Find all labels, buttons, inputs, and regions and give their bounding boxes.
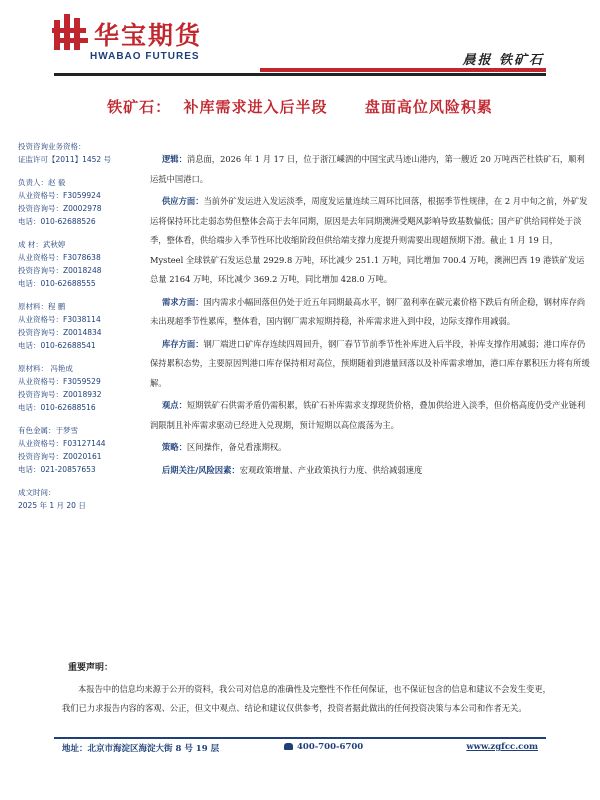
report-date: 2025 年 1 月 20 日 — [18, 501, 86, 510]
paragraph-lead: 需求方面： — [162, 296, 204, 307]
logo-text-cn: 华宝期货 — [94, 21, 203, 50]
paragraph-text: 宏观政策增量、产业政策执行力度、供给减弱速度 — [239, 464, 423, 475]
paragraph-lead: 策略： — [162, 442, 187, 452]
paragraph-supply — [150, 192, 590, 290]
analyst-cert: 从业资格号：F3078638 — [18, 253, 101, 262]
analyst-role: 成 材：武秋婷 — [18, 240, 66, 249]
analyst-tel: 电话：010-62688555 — [18, 279, 96, 288]
paragraph-lead: 后期关注/风险因素： — [162, 464, 240, 475]
analyst-block — [18, 362, 143, 414]
paragraph-text: 钢厂端进口矿库存连续四周回升，钢厂春节节前季节性补库进入后半段，补库支撑作用减弱；港口库存仍保持累积态势，主要原因判港口库存保持相对高位，预期随着到港量回落以及补库需求增加，港口库存累积压力将有所缓解。 — [150, 338, 590, 388]
analyst-invest: 投资咨询号：Z0018248 — [18, 266, 102, 275]
footer-address: 地址：北京市海淀区海淀大街 8 号 19 层 — [62, 744, 220, 754]
analyst-block — [18, 300, 143, 352]
analyst-sidebar — [18, 140, 143, 522]
paragraph-view — [150, 396, 590, 435]
license-label: 投资咨询业务资格： — [18, 142, 86, 151]
paragraph-lead: 供应方面： — [162, 196, 204, 206]
analyst-role: 原材料：程 鹏 — [18, 302, 66, 311]
analyst-tel: 电话：010-62688526 — [18, 217, 96, 226]
analyst-cert: 从业资格号：F3059924 — [18, 191, 101, 200]
report-tag: 晨报 铁矿石 — [462, 53, 544, 68]
analyst-role: 原材料： 冯艳成 — [18, 364, 73, 373]
analyst-tel: 电话：010-62688516 — [18, 403, 96, 412]
paragraph-inventory — [150, 335, 590, 394]
company-logo-icon — [52, 14, 88, 52]
analyst-invest: 投资咨询号：Z0014834 — [18, 328, 102, 337]
analyst-block — [18, 238, 143, 290]
footer-phone — [284, 742, 363, 752]
header-rule-black — [54, 73, 546, 76]
paragraph-demand — [150, 293, 590, 332]
page-title: 铁矿石： 补库需求进入后半段 盘面高位风险积累 — [107, 98, 493, 116]
license-number: 证监许可【2011】1452 号 — [18, 155, 112, 164]
analyst-cert: 从业资格号：F03127144 — [18, 439, 106, 448]
paragraph-text: 区间操作，备兑看涨期权。 — [186, 442, 287, 452]
analyst-invest: 投资咨询号：Z0018932 — [18, 390, 102, 399]
paragraph-logic — [150, 150, 590, 189]
footer-phone-number: 400-700-6700 — [297, 742, 364, 752]
footer-website-link[interactable]: www.zgfcc.com — [466, 742, 538, 752]
analyst-cert: 从业资格号：F3038114 — [18, 315, 101, 324]
header-rule-red — [260, 68, 546, 72]
analyst-block — [18, 176, 143, 228]
analyst-tel: 电话：021-20857653 — [18, 465, 96, 474]
phone-icon — [284, 743, 293, 750]
paragraph-text: 消息面，2026 年 1 月 17 日，位于浙江嵊泗的中国宝武马迹山港内，第一艘近 20 万吨西芒杜铁矿石，顺利运抵中国港口。 — [150, 154, 585, 184]
disclaimer-text — [62, 680, 552, 717]
analyst-role: 有色金属：于梦雪 — [18, 426, 78, 435]
paragraph-text: 短期铁矿石供需矛盾仍需积累，铁矿石补库需求支撑现货价格，叠加供给进入淡季，但价格高度仍受产业链利润限制且补库需求驱动已经进入兑现期，预计短期以高位震荡为主。 — [150, 400, 586, 430]
paragraph-lead: 逻辑： — [162, 154, 187, 164]
paragraph-risk — [150, 461, 590, 481]
date-label: 成文时间： — [18, 488, 56, 497]
analyst-block — [18, 424, 143, 476]
disclaimer-title: 重要声明： — [68, 663, 114, 673]
analyst-tel: 电话：010-62688541 — [18, 341, 96, 350]
date-block — [18, 486, 143, 512]
report-body — [150, 150, 590, 483]
analyst-invest: 投资咨询号：Z0020161 — [18, 452, 102, 461]
disclaimer-body: 本报告中的信息均来源于公开的资料，我公司对信息的准确性及完整性不作任何保证，也不保证包含的信息和建议不会发生变更，我们已力求报告内容的客观、公正，但文中观点、结论和建议仅供参考，投资者据此做出的任何投资决策与本公司和作者无关。 — [62, 684, 551, 713]
footer-rule — [54, 737, 546, 739]
paragraph-text: 当前外矿发运进入发运淡季，周度发运量连续三周环比回落，根据季节性规律，在 2 月中旬之前，外矿发运将保持环比走弱态势但整体会高于去年同期，原因是去年同期澳洲受飓风影响导致基数偏低；国产矿供给同样处于淡季，整体看，供给端步入季节性环比收缩阶段但供给端支撑力度提升则需要出现超预期下滑。截止 1 月 19 日，Mysteel 全球铁矿石发运总量 2929.8 万吨，环比减少 251.1 万吨，同比增加 700.4 万吨，澳洲巴西 19 港铁矿发运总量 2164 万吨，环比减少 369.2 万吨，同比增加 428.0 万吨。 — [150, 196, 588, 284]
logo-text-en: HWABAO FUTURES — [90, 51, 200, 62]
license-block — [18, 140, 143, 166]
paragraph-lead: 库存方面： — [162, 338, 204, 349]
paragraph-text: 国内需求小幅回落但仍处于近五年同期最高水平，钢厂盈利率在碳元素价格下跌后有所企稳，钢材库存尚未出现超季节性累库，整体看，国内钢厂需求短期持稳，补库需求进入到中段，边际支撑作用减弱。 — [150, 296, 586, 326]
paragraph-lead: 观点： — [162, 400, 187, 410]
analyst-cert: 从业资格号：F3059529 — [18, 377, 101, 386]
paragraph-strategy — [150, 438, 590, 458]
analyst-invest: 投资咨询号：Z0002978 — [18, 204, 102, 213]
analyst-role: 负责人：赵 毅 — [18, 178, 66, 187]
